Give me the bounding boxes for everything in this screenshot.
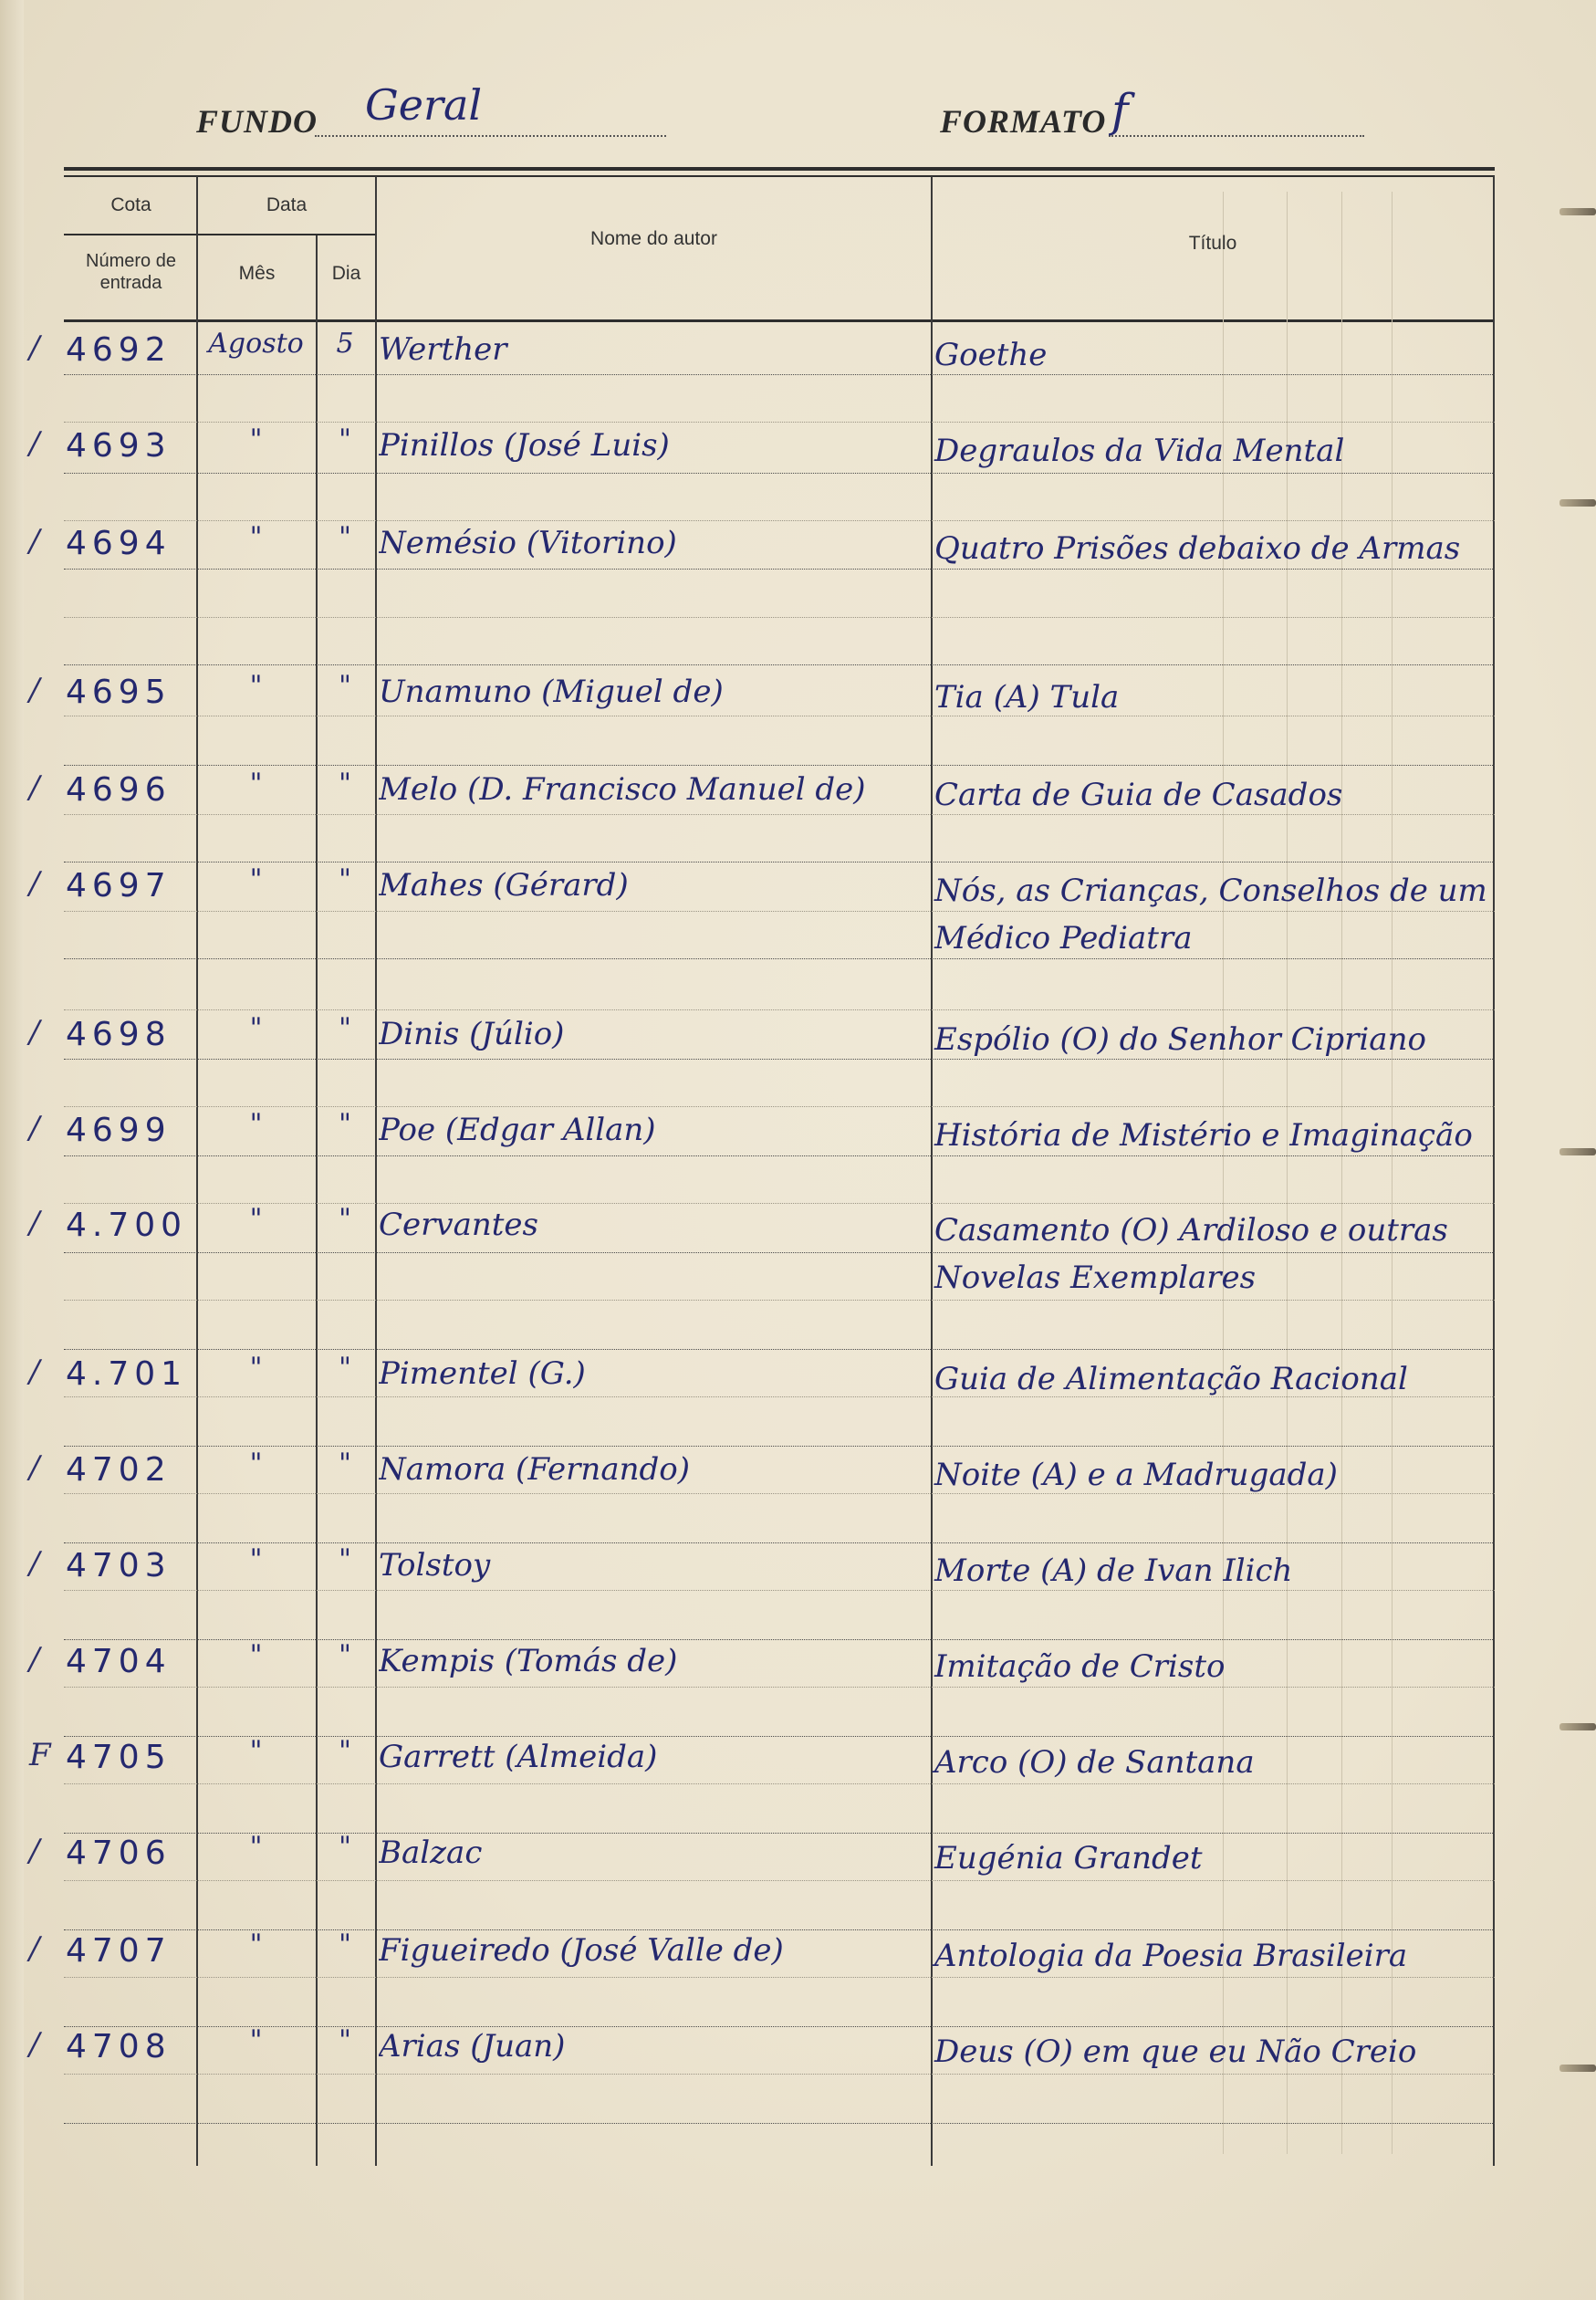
entry-month: " [249,2024,263,2056]
entry-author: Kempis (Tomás de) [379,1643,678,1679]
table-top-rule [64,167,1495,171]
entry-day: " [339,768,351,800]
row-rule [64,1349,1495,1350]
entry-month: " [249,1448,263,1479]
entry-month: " [249,670,263,702]
check-mark: / [29,1354,40,1390]
entry-title: Espólio (O) do Senhor Cipriano [934,1021,1426,1058]
col-head-numero: Número de entrada [86,251,176,293]
entry-month: " [249,423,263,455]
entry-month: " [249,1108,263,1140]
check-mark: F [29,1737,51,1773]
entry-title: Carta de Guia de Casados [934,777,1343,813]
row-rule [64,1446,1495,1447]
entry-title: Arco (O) de Santana [934,1744,1255,1781]
col-head-dia: Dia [331,263,361,284]
check-mark: / [29,425,40,462]
entry-author: Cervantes [379,1207,538,1243]
row-rule [64,1106,1495,1107]
col-divider-mes [316,235,318,2166]
entry-author: Balzac [379,1835,483,1871]
entry-number: 4704 [66,1643,172,1680]
entry-day: " [339,1735,351,1767]
entry-month: " [249,1639,263,1671]
entry-number: 4708 [66,2028,172,2065]
entry-number: 4.701 [66,1355,188,1393]
binding-hole [1559,1148,1596,1155]
fundo-value: Geral [365,80,483,130]
entry-author: Namora (Fernando) [379,1451,690,1488]
entry-title: Quatro Prisões debaixo de Armas [934,530,1461,567]
check-mark: / [29,672,40,708]
entry-day: " [339,1831,351,1863]
entry-day: " [339,2024,351,2056]
entry-number: 4693 [66,427,172,465]
entry-author: Garrett (Almeida) [379,1739,658,1775]
entry-day: " [339,1012,351,1044]
entry-title: Degraulos da Vida Mental [934,433,1345,469]
entry-number: 4.700 [66,1207,188,1244]
entry-month: " [249,521,263,553]
entry-day: " [339,863,351,895]
entry-author: Pinillos (José Luis) [379,427,670,464]
entry-month: " [249,863,263,895]
binding-hole [1559,208,1596,215]
entry-author: Unamuno (Miguel de) [379,674,724,710]
entry-title: Goethe [934,337,1048,373]
check-mark: / [29,1449,40,1486]
entry-day: " [339,423,351,455]
formato-dotline [1109,135,1364,137]
entry-month: " [249,1543,263,1575]
entry-title: Eugénia Grandet [934,1840,1203,1877]
entry-day: " [339,1448,351,1479]
row-rule [64,664,1495,665]
entry-day: " [339,1639,351,1671]
check-mark: / [29,769,40,806]
entry-day: " [339,1108,351,1140]
col-divider-autor [931,176,933,2166]
entry-number: 4696 [66,771,172,809]
col-head-titulo: Título [1188,233,1237,254]
entry-author: Mahes (Gérard) [379,867,629,904]
binding-hole [1559,1723,1596,1730]
entry-title: Antologia da Poesia Brasileira [934,1938,1408,1974]
entry-month: " [249,768,263,800]
check-mark: / [29,523,40,559]
entry-month: " [249,1203,263,1235]
row-rule [64,2123,1495,2124]
entry-title: Imitação de Cristo [934,1648,1226,1685]
entry-number: 4705 [66,1739,172,1776]
entry-author: Poe (Edgar Allan) [379,1112,656,1148]
row-rule [64,422,1495,423]
entry-title: Guia de Alimentação Racional [934,1361,1408,1397]
col-head-autor: Nome do autor [590,228,717,249]
check-mark: / [29,1205,40,1241]
entry-number: 4695 [66,674,172,711]
entry-number: 4698 [66,1016,172,1053]
check-mark: / [29,1930,40,1967]
check-mark: / [29,1014,40,1051]
entry-title: História de Mistério e Imaginação [934,1117,1473,1154]
entry-title: Deus (O) em que eu Não Creio [934,2033,1417,2070]
entry-day: 5 [336,328,354,360]
row-rule [64,617,1495,618]
check-mark: / [29,1110,40,1146]
fundo-dotline [315,135,666,137]
entry-author: Tolstoy [379,1547,491,1584]
entry-day: " [339,1203,351,1235]
check-mark: / [29,1641,40,1678]
entry-number: 4699 [66,1112,172,1149]
entry-title: Nós, as Crianças, Conselhos de um Médico Pediatra [934,873,1487,957]
entry-month: Agosto [208,328,304,360]
check-mark: / [29,1833,40,1869]
formato-label: FORMATO [940,103,1107,140]
row-rule [64,1009,1495,1010]
entry-day: " [339,1352,351,1384]
check-mark: / [29,2026,40,2063]
formato-value: f [1111,84,1129,137]
entry-title: Casamento (O) Ardiloso e outras Novelas Exemplares [934,1212,1448,1296]
binding-hole [1559,2065,1596,2072]
entry-title: Tia (A) Tula [934,679,1120,716]
entry-author: Melo (D. Francisco Manuel de) [379,771,866,808]
header-bottom-rule [64,319,1495,322]
page-edge [0,0,24,2300]
entry-author: Pimentel (G.) [379,1355,586,1392]
table-top-rule-2 [64,175,1495,177]
entry-author: Nemésio (Vitorino) [379,525,677,561]
entry-title: Noite (A) e a Madrugada) [934,1457,1338,1493]
check-mark: / [29,1545,40,1582]
fundo-label: FUNDO [196,103,318,140]
row-rule [64,765,1495,766]
entry-author: Werther [379,331,507,368]
col-head-data: Data [266,194,308,215]
entry-number: 4703 [66,1547,172,1584]
entry-day: " [339,670,351,702]
entry-author: Dinis (Júlio) [379,1016,565,1052]
entry-number: 4697 [66,867,172,904]
entry-number: 4706 [66,1835,172,1872]
entry-month: " [249,1012,263,1044]
binding-hole [1559,499,1596,507]
entry-day: " [339,1543,351,1575]
entry-month: " [249,1929,263,1960]
check-mark: / [29,329,40,366]
col-divider-numero [196,176,198,2166]
entry-number: 4694 [66,525,172,562]
entry-day: " [339,521,351,553]
col-head-cota: Cota [110,194,151,215]
cota-data-divider [64,234,376,235]
entry-title: Morte (A) de Ivan Ilich [934,1552,1293,1589]
entry-number: 4707 [66,1932,172,1970]
entry-author: Figueiredo (José Valle de) [379,1932,784,1969]
entry-number: 4702 [66,1451,172,1489]
col-divider-dia [375,176,377,2166]
entry-month: " [249,1352,263,1384]
col-head-mes: Mês [238,263,276,284]
entry-day: " [339,1929,351,1960]
entry-month: " [249,1735,263,1767]
check-mark: / [29,865,40,902]
entry-month: " [249,1831,263,1863]
entry-number: 4692 [66,331,172,369]
entry-author: Arias (Juan) [379,2028,566,2065]
